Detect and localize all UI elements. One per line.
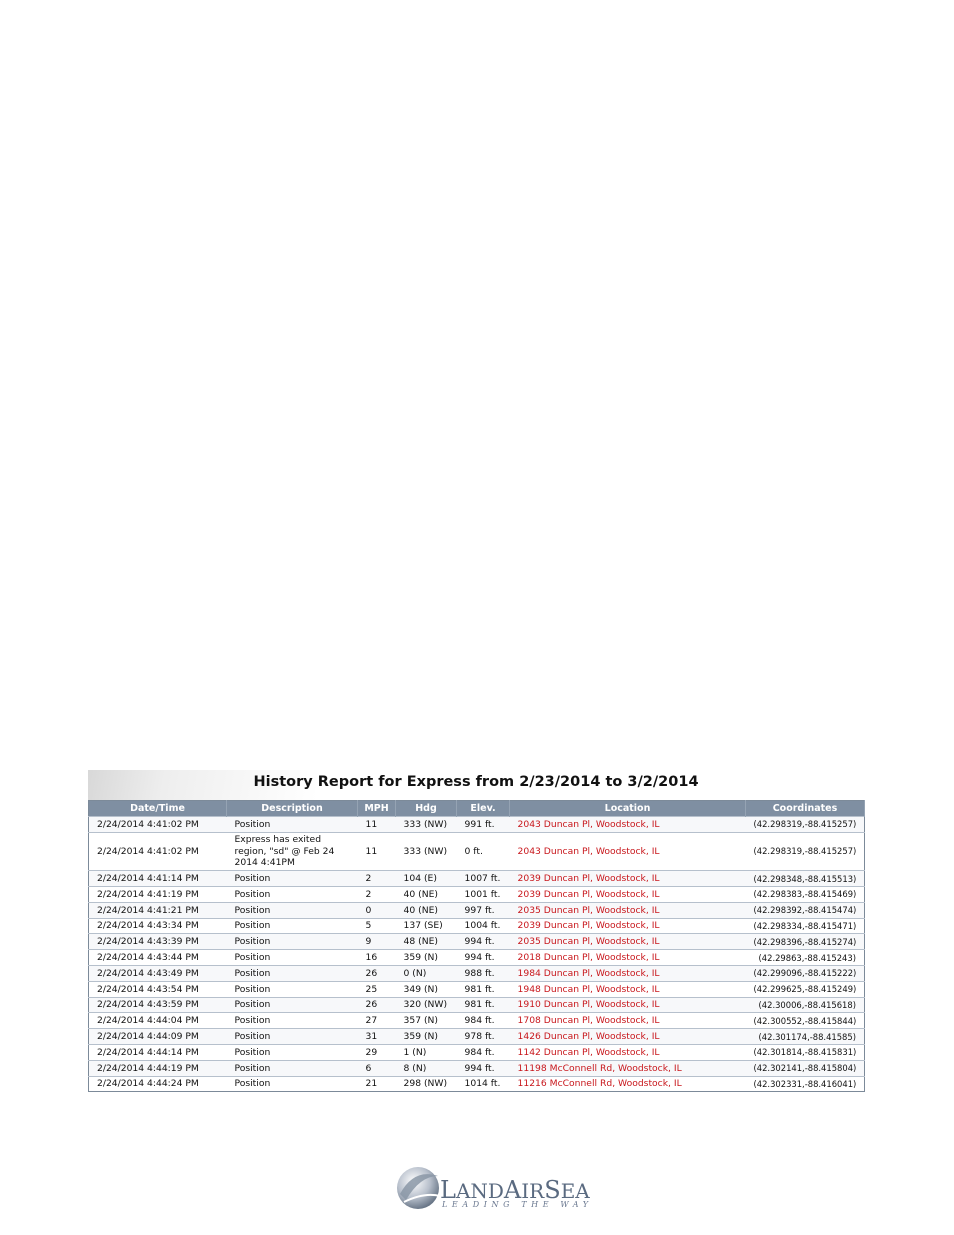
- column-header-location[interactable]: Location: [510, 801, 746, 817]
- cell-hdg: 40 (NE): [396, 886, 457, 902]
- cell-elev: 978 ft.: [457, 1029, 510, 1045]
- cell-description: Express has exited region, "sd" @ Feb 24 2014 4:41PM: [227, 832, 358, 870]
- table-body: [89, 817, 865, 1092]
- cell-coordinates: (42.298319,-88.415257): [746, 832, 865, 870]
- history-table: [88, 800, 865, 1092]
- cell-elev: 1014 ft.: [457, 1076, 510, 1092]
- table-header-row: [89, 801, 865, 817]
- cell-hdg: 359 (N): [396, 950, 457, 966]
- cell-coordinates: (42.301814,-88.415831): [746, 1044, 865, 1060]
- table-row[interactable]: [89, 1013, 865, 1029]
- cell-location[interactable]: 2035 Duncan Pl, Woodstock, IL: [510, 934, 746, 950]
- table-row[interactable]: [89, 832, 865, 870]
- column-header-description[interactable]: Description: [227, 801, 358, 817]
- cell-mph: 26: [358, 965, 396, 981]
- cell-description: Position: [227, 1044, 358, 1060]
- cell-hdg: 359 (N): [396, 1029, 457, 1045]
- cell-mph: 25: [358, 981, 396, 997]
- cell-hdg: 357 (N): [396, 1013, 457, 1029]
- cell-description: Position: [227, 997, 358, 1013]
- cell-elev: 988 ft.: [457, 965, 510, 981]
- cell-datetime: 2/24/2014 4:44:14 PM: [89, 1044, 227, 1060]
- cell-hdg: 48 (NE): [396, 934, 457, 950]
- history-report: [88, 770, 864, 1092]
- column-header-elev[interactable]: Elev.: [457, 801, 510, 817]
- cell-hdg: 333 (NW): [396, 832, 457, 870]
- cell-elev: 984 ft.: [457, 1013, 510, 1029]
- cell-mph: 26: [358, 997, 396, 1013]
- cell-coordinates: (42.302141,-88.415804): [746, 1060, 865, 1076]
- cell-hdg: 104 (E): [396, 871, 457, 887]
- cell-elev: 994 ft.: [457, 934, 510, 950]
- table-row[interactable]: [89, 871, 865, 887]
- cell-mph: 9: [358, 934, 396, 950]
- cell-datetime: 2/24/2014 4:44:24 PM: [89, 1076, 227, 1092]
- cell-coordinates: (42.29863,-88.415243): [746, 950, 865, 966]
- cell-location[interactable]: 11198 McConnell Rd, Woodstock, IL: [510, 1060, 746, 1076]
- cell-mph: 27: [358, 1013, 396, 1029]
- logo-wordmark: LANDAIRSEA: [440, 1176, 590, 1204]
- cell-hdg: 320 (NW): [396, 997, 457, 1013]
- cell-datetime: 2/24/2014 4:43:44 PM: [89, 950, 227, 966]
- cell-mph: 31: [358, 1029, 396, 1045]
- cell-coordinates: (42.302331,-88.416041): [746, 1076, 865, 1092]
- table-row[interactable]: [89, 981, 865, 997]
- table-row[interactable]: [89, 918, 865, 934]
- cell-coordinates: (42.30006,-88.415618): [746, 997, 865, 1013]
- cell-location[interactable]: 1948 Duncan Pl, Woodstock, IL: [510, 981, 746, 997]
- cell-description: Position: [227, 902, 358, 918]
- cell-elev: 997 ft.: [457, 902, 510, 918]
- cell-datetime: 2/24/2014 4:43:54 PM: [89, 981, 227, 997]
- cell-datetime: 2/24/2014 4:41:21 PM: [89, 902, 227, 918]
- cell-elev: 981 ft.: [457, 981, 510, 997]
- table-row[interactable]: [89, 1076, 865, 1092]
- cell-datetime: 2/24/2014 4:44:04 PM: [89, 1013, 227, 1029]
- cell-coordinates: (42.298334,-88.415471): [746, 918, 865, 934]
- cell-hdg: 8 (N): [396, 1060, 457, 1076]
- cell-description: Position: [227, 1076, 358, 1092]
- cell-description: Position: [227, 1029, 358, 1045]
- landairsea-logo: [394, 1160, 593, 1212]
- cell-elev: 0 ft.: [457, 832, 510, 870]
- table-row[interactable]: [89, 1044, 865, 1060]
- cell-hdg: 137 (SE): [396, 918, 457, 934]
- cell-location[interactable]: 1910 Duncan Pl, Woodstock, IL: [510, 997, 746, 1013]
- cell-mph: 5: [358, 918, 396, 934]
- cell-mph: 16: [358, 950, 396, 966]
- cell-description: Position: [227, 871, 358, 887]
- cell-location[interactable]: 2018 Duncan Pl, Woodstock, IL: [510, 950, 746, 966]
- cell-location[interactable]: 2043 Duncan Pl, Woodstock, IL: [510, 817, 746, 833]
- cell-hdg: 40 (NE): [396, 902, 457, 918]
- column-header-datetime[interactable]: Date/Time: [89, 801, 227, 817]
- cell-location[interactable]: 2039 Duncan Pl, Woodstock, IL: [510, 918, 746, 934]
- table-row[interactable]: [89, 1060, 865, 1076]
- cell-mph: 2: [358, 871, 396, 887]
- cell-coordinates: (42.299096,-88.415222): [746, 965, 865, 981]
- cell-description: Position: [227, 1013, 358, 1029]
- cell-elev: 994 ft.: [457, 950, 510, 966]
- table-row[interactable]: [89, 934, 865, 950]
- cell-location[interactable]: 2039 Duncan Pl, Woodstock, IL: [510, 886, 746, 902]
- cell-coordinates: (42.298392,-88.415474): [746, 902, 865, 918]
- cell-elev: 1007 ft.: [457, 871, 510, 887]
- cell-mph: 11: [358, 832, 396, 870]
- cell-elev: 1004 ft.: [457, 918, 510, 934]
- table-row[interactable]: [89, 1029, 865, 1045]
- cell-mph: 11: [358, 817, 396, 833]
- cell-location[interactable]: 1708 Duncan Pl, Woodstock, IL: [510, 1013, 746, 1029]
- table-row[interactable]: [89, 950, 865, 966]
- cell-datetime: 2/24/2014 4:41:02 PM: [89, 817, 227, 833]
- cell-coordinates: (42.298396,-88.415274): [746, 934, 865, 950]
- cell-coordinates: (42.298383,-88.415469): [746, 886, 865, 902]
- cell-datetime: 2/24/2014 4:43:39 PM: [89, 934, 227, 950]
- cell-location[interactable]: 1984 Duncan Pl, Woodstock, IL: [510, 965, 746, 981]
- cell-datetime: 2/24/2014 4:44:09 PM: [89, 1029, 227, 1045]
- cell-coordinates: (42.301174,-88.41585): [746, 1029, 865, 1045]
- cell-location[interactable]: 2035 Duncan Pl, Woodstock, IL: [510, 902, 746, 918]
- cell-location[interactable]: 1426 Duncan Pl, Woodstock, IL: [510, 1029, 746, 1045]
- cell-elev: 981 ft.: [457, 997, 510, 1013]
- cell-location[interactable]: 2039 Duncan Pl, Woodstock, IL: [510, 871, 746, 887]
- cell-mph: 0: [358, 902, 396, 918]
- column-header-hdg[interactable]: Hdg: [396, 801, 457, 817]
- cell-description: Position: [227, 886, 358, 902]
- cell-elev: 991 ft.: [457, 817, 510, 833]
- cell-location[interactable]: 11216 McConnell Rd, Woodstock, IL: [510, 1076, 746, 1092]
- cell-datetime: 2/24/2014 4:41:14 PM: [89, 871, 227, 887]
- cell-datetime: 2/24/2014 4:43:34 PM: [89, 918, 227, 934]
- cell-mph: 21: [358, 1076, 396, 1092]
- cell-datetime: 2/24/2014 4:41:19 PM: [89, 886, 227, 902]
- cell-description: Position: [227, 965, 358, 981]
- table-row[interactable]: [89, 997, 865, 1013]
- cell-description: Position: [227, 950, 358, 966]
- table-row[interactable]: [89, 817, 865, 833]
- logo-tagline: LEADING THE WAY: [442, 1200, 593, 1209]
- globe-swoosh-icon: [394, 1162, 444, 1212]
- cell-description: Position: [227, 918, 358, 934]
- cell-description: Position: [227, 817, 358, 833]
- cell-description: Position: [227, 981, 358, 997]
- cell-datetime: 2/24/2014 4:41:02 PM: [89, 832, 227, 870]
- cell-location[interactable]: 2043 Duncan Pl, Woodstock, IL: [510, 832, 746, 870]
- cell-coordinates: (42.299625,-88.415249): [746, 981, 865, 997]
- cell-elev: 984 ft.: [457, 1044, 510, 1060]
- cell-mph: 29: [358, 1044, 396, 1060]
- cell-elev: 1001 ft.: [457, 886, 510, 902]
- column-header-mph[interactable]: MPH: [358, 801, 396, 817]
- cell-description: Position: [227, 1060, 358, 1076]
- cell-description: Position: [227, 934, 358, 950]
- cell-datetime: 2/24/2014 4:43:59 PM: [89, 997, 227, 1013]
- cell-coordinates: (42.298319,-88.415257): [746, 817, 865, 833]
- cell-hdg: 0 (N): [396, 965, 457, 981]
- cell-hdg: 349 (N): [396, 981, 457, 997]
- cell-datetime: 2/24/2014 4:44:19 PM: [89, 1060, 227, 1076]
- table-row[interactable]: [89, 902, 865, 918]
- table-row[interactable]: [89, 886, 865, 902]
- cell-datetime: 2/24/2014 4:43:49 PM: [89, 965, 227, 981]
- cell-hdg: 333 (NW): [396, 817, 457, 833]
- cell-mph: 2: [358, 886, 396, 902]
- table-row[interactable]: [89, 965, 865, 981]
- cell-mph: 6: [358, 1060, 396, 1076]
- cell-coordinates: (42.300552,-88.415844): [746, 1013, 865, 1029]
- cell-elev: 994 ft.: [457, 1060, 510, 1076]
- report-title: History Report for Express from 2/23/2014 to 3/2/2014: [253, 774, 699, 790]
- cell-location[interactable]: 1142 Duncan Pl, Woodstock, IL: [510, 1044, 746, 1060]
- column-header-coordinates[interactable]: Coordinates: [746, 801, 865, 817]
- cell-coordinates: (42.298348,-88.415513): [746, 871, 865, 887]
- cell-hdg: 298 (NW): [396, 1076, 457, 1092]
- report-title-bar: [88, 770, 864, 800]
- cell-hdg: 1 (N): [396, 1044, 457, 1060]
